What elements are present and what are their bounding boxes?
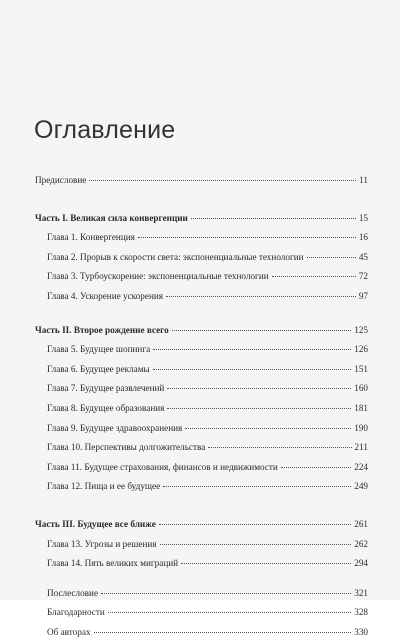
- toc-page-number: 72: [358, 271, 368, 282]
- toc-entry-afterword: [35, 584, 368, 604]
- toc-chapter: [35, 399, 368, 419]
- leader-dots: [89, 180, 356, 181]
- toc-part-2: [35, 321, 368, 341]
- leader-dots: [108, 612, 351, 613]
- leader-dots: [191, 218, 356, 219]
- toc-chapter: [35, 340, 368, 360]
- leader-dots: [101, 593, 351, 594]
- leader-dots: [94, 632, 352, 633]
- leader-dots: [167, 388, 351, 389]
- leader-dots: [272, 276, 356, 277]
- leader-dots: [138, 237, 356, 238]
- toc-label: Послесловие: [47, 587, 99, 598]
- toc-label: Глава 9. Будущее здравоохранения: [47, 422, 183, 433]
- toc-page-number: 15: [358, 212, 368, 223]
- leader-dots: [172, 330, 351, 331]
- toc-chapter: [35, 438, 368, 458]
- toc-page-number: 261: [354, 518, 368, 529]
- toc-label: Глава 11. Будущее страхования, финансов и недвижимости: [47, 461, 278, 472]
- toc-page-number: 45: [358, 251, 368, 262]
- leader-dots: [307, 257, 356, 258]
- toc-label: Глава 14. Пять великих миграций: [47, 558, 179, 569]
- toc-page-number: 330: [354, 626, 368, 637]
- toc-chapter: [35, 248, 368, 268]
- leader-dots: [153, 369, 352, 370]
- toc-part-1: [35, 209, 368, 229]
- leader-dots: [167, 408, 351, 409]
- leader-dots: [160, 544, 352, 545]
- toc-chapter: [35, 535, 368, 555]
- page-title: Оглавление: [34, 116, 176, 144]
- toc-label: Глава 1. Конвергенция: [47, 232, 135, 243]
- toc-chapter: [35, 554, 368, 574]
- leader-dots: [163, 486, 351, 487]
- toc-page-number: 151: [354, 363, 368, 374]
- toc-label: Глава 8. Будущее образования: [47, 402, 165, 413]
- toc-label: Часть II. Второе рождение всего: [35, 324, 169, 335]
- toc-page-number: 294: [354, 558, 368, 569]
- toc-label: Часть III. Будущее все ближе: [35, 518, 156, 529]
- toc-label: Предисловие: [35, 175, 87, 185]
- toc-page-number: 224: [354, 461, 368, 472]
- toc-page-number: 328: [354, 607, 368, 618]
- toc-page-number: 126: [354, 344, 368, 355]
- toc-page-number: 11: [359, 175, 368, 185]
- toc-label: Глава 3. Турбоускорение: экспоненциальные технологии: [47, 271, 269, 282]
- toc-label: Глава 7. Будущее развлечений: [47, 383, 165, 394]
- toc-page-number: 16: [358, 232, 368, 243]
- toc-entry-about-authors: [35, 623, 368, 642]
- toc-page-number: 190: [354, 422, 368, 433]
- toc-page-number: 211: [354, 442, 368, 453]
- toc-page-number: 97: [358, 290, 368, 301]
- toc-label: Глава 2. Прорыв к скорости света: экспоненциальные технологии: [47, 251, 304, 262]
- leader-dots: [181, 563, 351, 564]
- table-of-contents: [35, 171, 368, 642]
- toc-chapter: [35, 458, 368, 478]
- leader-dots: [208, 447, 351, 448]
- toc-chapter: [35, 267, 368, 287]
- leader-dots: [159, 524, 351, 525]
- toc-label: Часть I. Великая сила конвергенции: [35, 212, 188, 223]
- toc-label: Глава 12. Пища и ее будущее: [47, 481, 161, 492]
- leader-dots: [185, 428, 351, 429]
- toc-page-number: 125: [354, 324, 368, 335]
- toc-entry-acknowledgements: [35, 603, 368, 623]
- toc-page-number: 160: [354, 383, 368, 394]
- toc-chapter: [35, 477, 368, 497]
- leader-dots: [166, 296, 356, 297]
- toc-entry-preface: [35, 171, 368, 191]
- leader-dots: [153, 349, 351, 350]
- leader-dots: [281, 467, 351, 468]
- toc-page-number: 262: [354, 538, 368, 549]
- toc-label: Благодарности: [47, 607, 105, 618]
- toc-label: Глава 5. Будущее шопинга: [47, 344, 151, 355]
- toc-label: Об авторах: [47, 626, 91, 637]
- toc-part-3: [35, 515, 368, 535]
- toc-label: Глава 4. Ускорение ускорения: [47, 290, 164, 301]
- toc-chapter: [35, 287, 368, 307]
- toc-chapter: [35, 379, 368, 399]
- toc-label: Глава 10. Перспективы долгожительства: [47, 442, 206, 453]
- toc-label: Глава 13. Угрозы и решения: [47, 538, 157, 549]
- toc-page-number: 249: [354, 481, 368, 492]
- toc-chapter: [35, 360, 368, 380]
- toc-chapter: [35, 228, 368, 248]
- toc-label: Глава 6. Будущее рекламы: [47, 363, 150, 374]
- toc-page-number: 181: [354, 402, 368, 413]
- toc-page-number: 321: [354, 587, 368, 598]
- toc-chapter: [35, 419, 368, 439]
